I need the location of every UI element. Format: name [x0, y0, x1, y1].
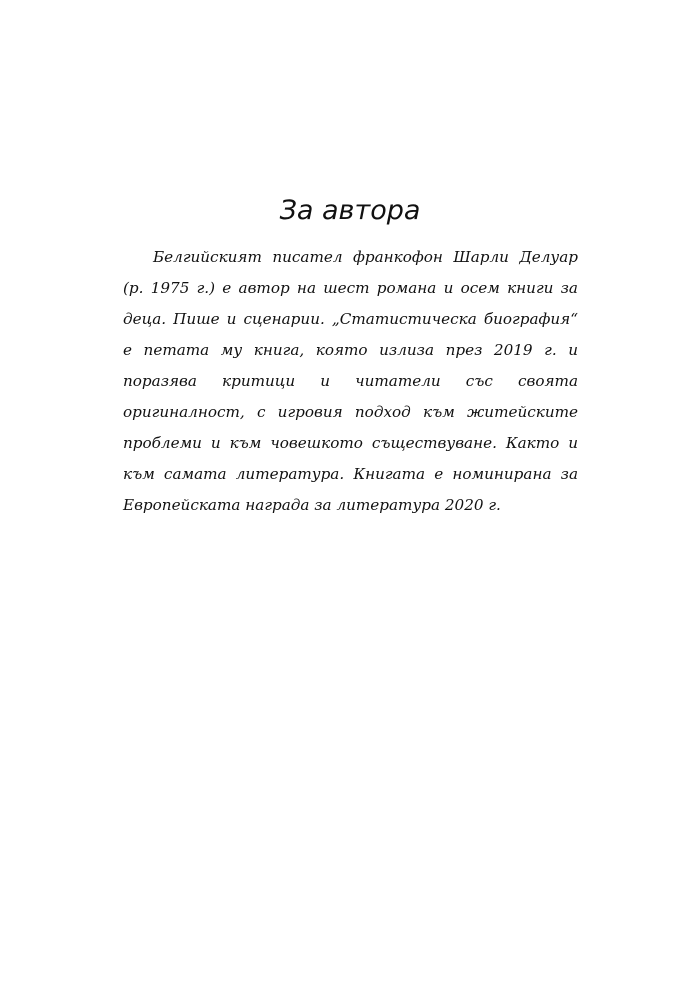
author-bio-paragraph: Белгийският писател франкофон Шарли Делуар (р. 1975 г.) е автор на шест романа и осем книги за деца. Пише и сценарии. „Статистическа биография“ е петата му книга, която излиза през 2019 г. и поразява критици и читатели със своята оригиналност, с игровия подход към житейските проблеми и към човешкото съществуване. Както и към самата литература. Книгата е номинирана за Европейската награда за литература 2020 г. — [123, 248, 578, 514]
section-title: За автора — [279, 195, 421, 226]
